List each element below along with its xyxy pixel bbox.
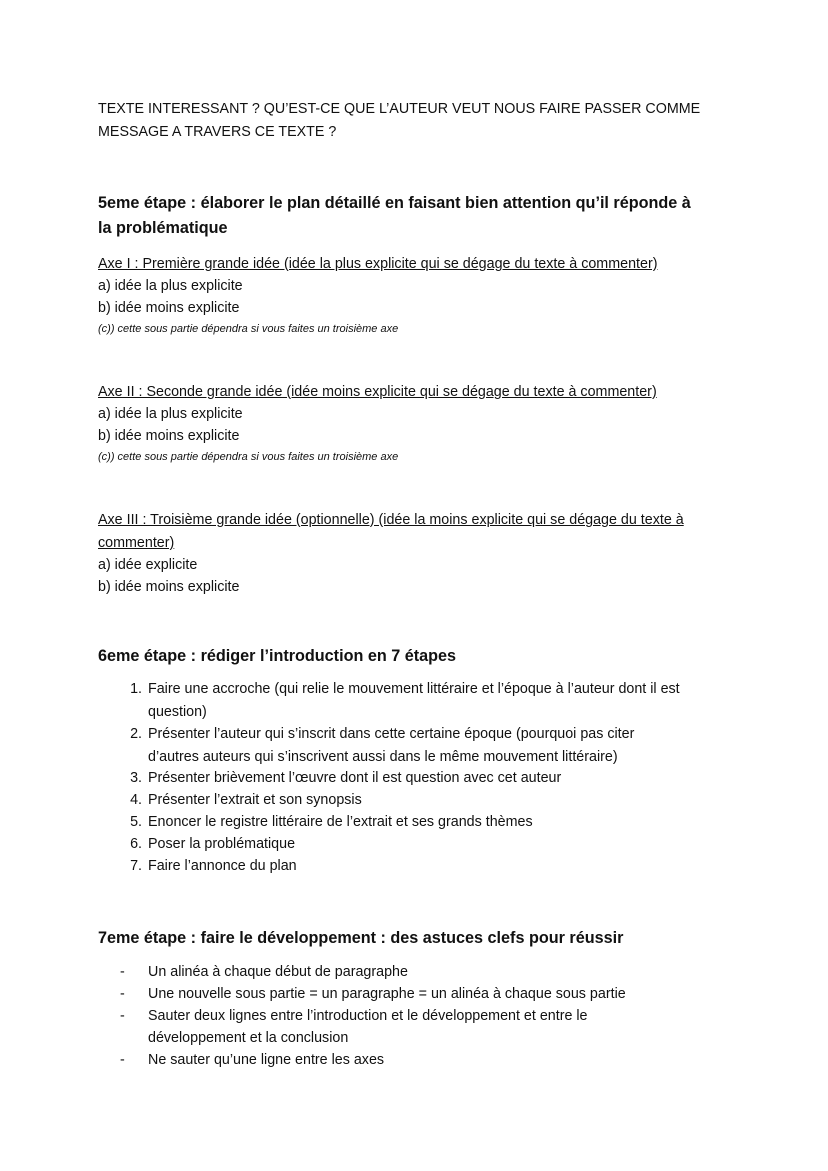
list-item-cont: d’autres auteurs qui s’inscrivent aussi dans le même mouvement littéraire) <box>148 749 618 765</box>
bullet-dash: - <box>120 1008 125 1024</box>
list-item: Faire l’annonce du plan <box>148 858 297 874</box>
bullet-item: Ne sauter qu’une ligne entre les axes <box>148 1052 385 1068</box>
axe2-c-note: (c)) cette sous partie dépendra si vous faites un troisième axe <box>98 451 399 463</box>
list-number: 5. <box>130 814 142 830</box>
bullet-dash: - <box>120 1052 125 1068</box>
bullet-item: Un alinéa à chaque début de paragraphe <box>148 964 408 980</box>
list-number: 4. <box>130 792 142 808</box>
list-item-cont: question) <box>148 704 207 720</box>
axe2-b: b) idée moins explicite <box>98 428 240 444</box>
list-number: 7. <box>130 858 142 874</box>
axe3-b: b) idée moins explicite <box>98 579 240 595</box>
axe1-title: Axe I : Première grande idée (idée la plus explicite qui se dégage du texte à commenter) <box>98 256 658 272</box>
list-item: Poser la problématique <box>148 836 296 852</box>
axe2-a: a) idée la plus explicite <box>98 406 243 422</box>
list-item: Présenter l’extrait et son synopsis <box>148 792 362 808</box>
list-number: 6. <box>130 836 142 852</box>
list-item: Présenter l’auteur qui s’inscrit dans cette certaine époque (pourquoi pas citer <box>148 726 635 742</box>
bullet-item: Une nouvelle sous partie = un paragraphe = un alinéa à chaque sous partie <box>148 986 626 1002</box>
axe2-title: Axe II : Seconde grande idée (idée moins explicite qui se dégage du texte à commenter) <box>98 384 657 400</box>
list-number: 3. <box>130 770 142 786</box>
step7-heading: 7eme étape : faire le développement : des astuces clefs pour réussir <box>98 929 624 947</box>
axe1-c-note: (c)) cette sous partie dépendra si vous faites un troisième axe <box>98 323 399 335</box>
step6-heading: 6eme étape : rédiger l’introduction en 7 étapes <box>98 647 457 665</box>
step5-heading-cont: la problématique <box>98 219 228 237</box>
bullet-item-cont: développement et la conclusion <box>148 1030 349 1046</box>
axe3-a: a) idée explicite <box>98 557 198 573</box>
axe1-a: a) idée la plus explicite <box>98 278 243 294</box>
list-item: Enoncer le registre littéraire de l’extrait et ses grands thèmes <box>148 814 533 830</box>
text-line: TEXTE INTERESSANT ? QU’EST-CE QUE L’AUTEUR VEUT NOUS FAIRE PASSER COMME <box>98 101 701 117</box>
bullet-item: Sauter deux lignes entre l’introduction et le développement et entre le <box>148 1008 588 1024</box>
list-number: 2. <box>130 726 142 742</box>
list-item: Présenter brièvement l’œuvre dont il est question avec cet auteur <box>148 770 562 786</box>
text-line: MESSAGE A TRAVERS CE TEXTE ? <box>98 124 337 140</box>
axe3-title: Axe III : Troisième grande idée (optionnelle) (idée la moins explicite qui se dégage du texte à <box>98 512 684 528</box>
list-number: 1. <box>130 681 142 697</box>
list-item: Faire une accroche (qui relie le mouvement littéraire et l’époque à l’auteur dont il est <box>148 681 680 697</box>
axe1-b: b) idée moins explicite <box>98 300 240 316</box>
axe3-title-cont: commenter) <box>98 535 175 551</box>
bullet-dash: - <box>120 986 125 1002</box>
bullet-dash: - <box>120 964 125 980</box>
step5-heading: 5eme étape : élaborer le plan détaillé en faisant bien attention qu’il réponde à <box>98 194 691 212</box>
